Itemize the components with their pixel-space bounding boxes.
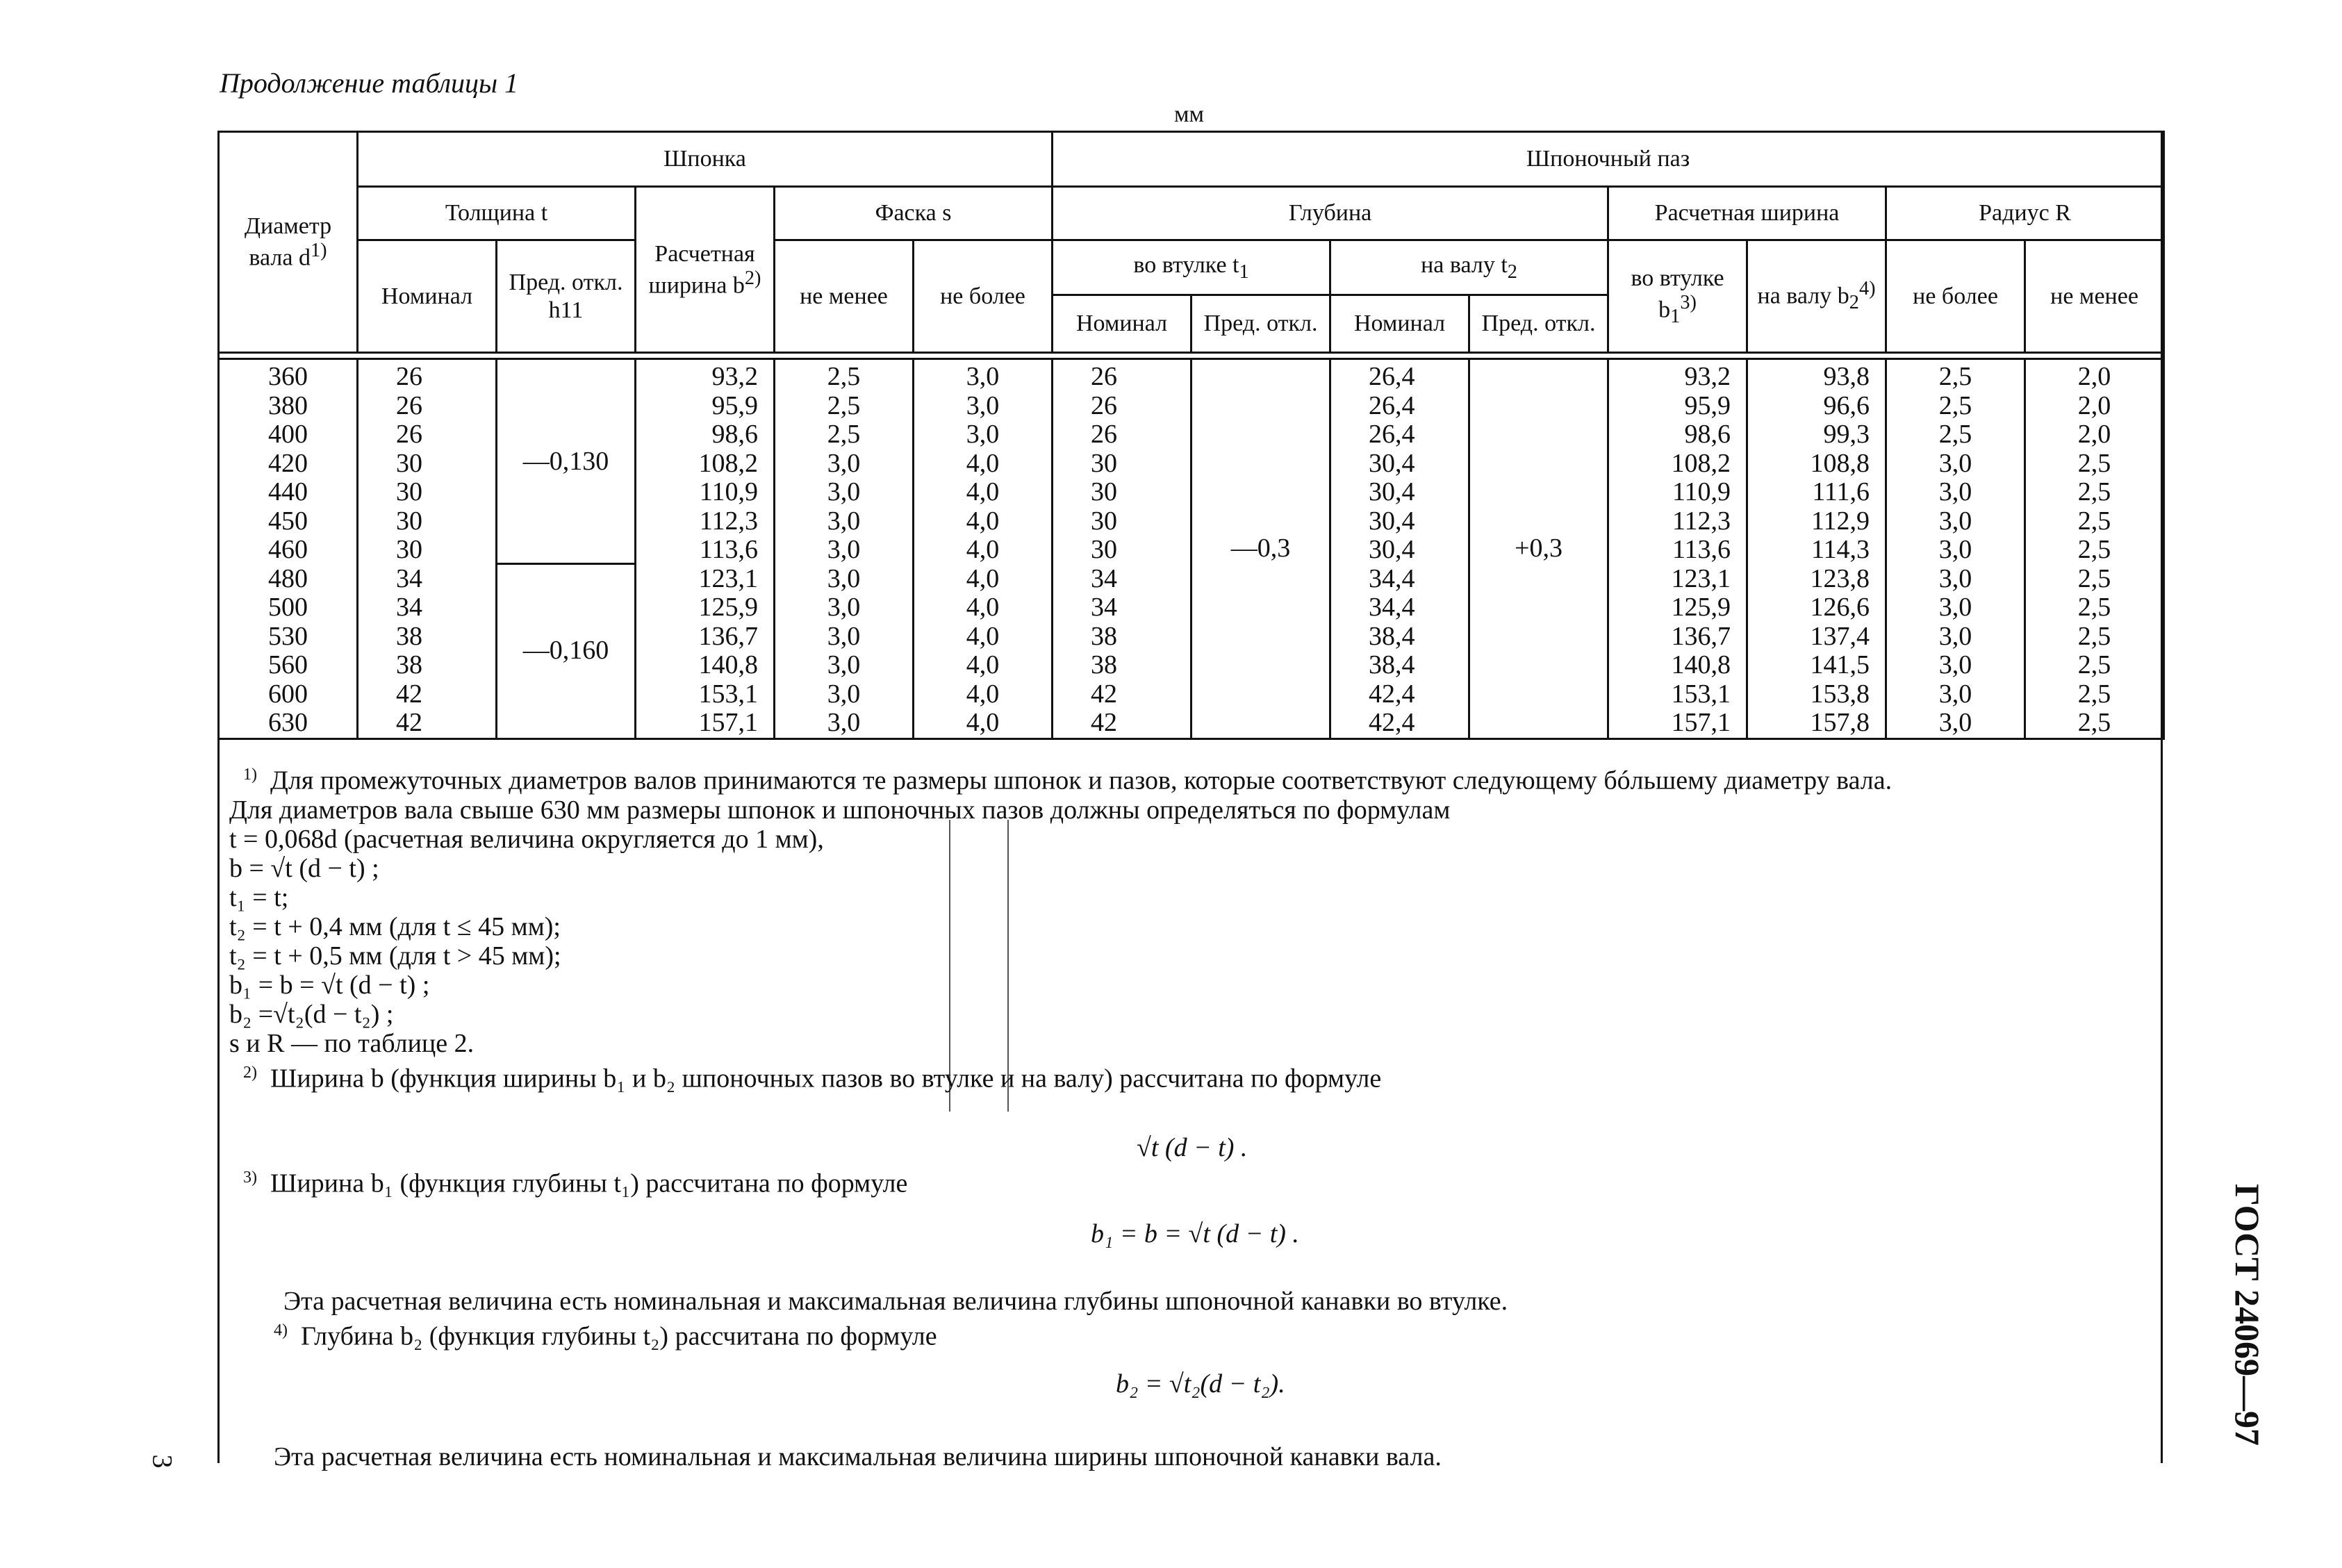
t-tol-2: —0,160 <box>522 636 609 665</box>
table-cell: 34 <box>1091 593 1118 622</box>
table-cell: 420 <box>268 448 308 478</box>
table-cell: 560 <box>268 650 308 679</box>
table-cell: 153,1 <box>698 679 758 709</box>
table-cell: 2,5 <box>1938 420 1972 449</box>
table-cell: 126,6 <box>1810 593 1870 622</box>
t1-tol: —0,3 <box>1230 533 1291 563</box>
table-cell: 42 <box>396 708 422 737</box>
table-cell: 34 <box>1091 563 1118 593</box>
table-cell: 42 <box>1091 708 1118 737</box>
table-cell: 4,0 <box>966 563 1000 593</box>
table-cell: 42,4 <box>1369 679 1415 709</box>
table-cell: 2,0 <box>2077 362 2111 391</box>
table-cell: 600 <box>268 679 308 709</box>
header-thickness: Толщина t <box>358 187 636 240</box>
table-cell: 4,0 <box>966 708 1000 737</box>
table-cell: 112,9 <box>1811 506 1870 536</box>
header-t-nominal: Номинал <box>358 240 497 353</box>
table-cell: 26 <box>1091 362 1118 391</box>
note-3-text-block <box>229 1287 2147 1351</box>
table-cell: 26,4 <box>1369 362 1415 391</box>
table-cell: 3,0 <box>1938 477 1972 506</box>
table-cell: 2,5 <box>2077 593 2111 622</box>
table-cell: 500 <box>268 593 308 622</box>
note-1b: Для диаметров вала свыше 630 мм размеры шпонок и шпоночных пазов должны определяться по формулам <box>229 795 1451 825</box>
header-diameter: Диаметр вала $d^{1)}$ <box>219 132 358 353</box>
table-cell: 108,8 <box>1810 448 1870 478</box>
t-tol-1: —0,130 <box>497 360 634 565</box>
table-cell: 108,2 <box>1671 448 1731 478</box>
table-cell: 26 <box>396 390 422 420</box>
table-cell: 34 <box>396 563 422 593</box>
table-cell: 3,0 <box>827 593 861 622</box>
standard-id: ГОСТ 24069—97 <box>2228 1184 2267 1446</box>
table-cell: 123,8 <box>1810 563 1870 593</box>
table-cell: 30,4 <box>1369 448 1415 478</box>
formula-b: b = √t (d − t) ; <box>229 853 379 883</box>
table-cell: 125,9 <box>1671 593 1731 622</box>
table-cell: 3,0 <box>1938 650 1972 679</box>
table-cell: 38 <box>1091 650 1118 679</box>
table-cell: 3,0 <box>966 420 1000 449</box>
table-cell: 450 <box>268 506 308 536</box>
table-cell: 4,0 <box>966 477 1000 506</box>
table-cell: 93,2 <box>711 362 758 391</box>
table-cell: 2,5 <box>2077 650 2111 679</box>
table-cell: 157,8 <box>1810 708 1870 737</box>
table-cell: 26 <box>1091 390 1118 420</box>
table-cell: 99,3 <box>1823 420 1870 449</box>
note-4: $^{4)}$ Глубина b₂ (функция глубины t₂) рассчитана по формуле <box>274 1321 937 1351</box>
table-cell: 480 <box>268 563 308 593</box>
table-cell: 3,0 <box>966 362 1000 391</box>
table-cell: 30 <box>396 535 422 564</box>
table-cell: 98,6 <box>711 420 758 449</box>
table-cell: 3,0 <box>1938 621 1972 651</box>
table-cell: 114,3 <box>1811 535 1870 564</box>
table-cell: 34,4 <box>1369 593 1415 622</box>
table-cell: 4,0 <box>966 535 1000 564</box>
table-cell: 3,0 <box>1938 593 1972 622</box>
formula-t: t = 0,068d (расчетная величина округляется до 1 мм), <box>229 824 824 854</box>
table-cell: 153,8 <box>1810 679 1870 709</box>
table-cell: 2,5 <box>2077 506 2111 536</box>
table-cell: 95,9 <box>1684 390 1731 420</box>
header-r-max: не более <box>1886 240 2025 353</box>
page-number: 3 <box>147 1454 179 1469</box>
table-cell: 2,5 <box>2077 535 2111 564</box>
table-cell: 2,5 <box>2077 708 2111 737</box>
table-cell: 140,8 <box>1671 650 1731 679</box>
table-cell: 113,6 <box>1672 535 1731 564</box>
note-3-block <box>229 1163 2147 1198</box>
table-cell: 30 <box>1091 477 1118 506</box>
table-cell: 2,5 <box>827 362 861 391</box>
table-cell: 111,6 <box>1812 477 1870 506</box>
header-calc-width: Расчетная ширина $b^{2)}$ <box>636 187 775 353</box>
table-cell: 2,5 <box>2077 679 2111 709</box>
table-cell: 2,5 <box>2077 477 2111 506</box>
table-cell: 30,4 <box>1369 506 1415 536</box>
header-calc-width-slot: Расчетная ширина <box>1608 187 1886 240</box>
table-cell: 26 <box>396 420 422 449</box>
table-cell: 3,0 <box>1938 708 1972 737</box>
table-cell: 3,0 <box>827 650 861 679</box>
table-cell: 2,5 <box>2077 621 2111 651</box>
table-cell: 2,5 <box>1938 362 1972 391</box>
table-cell: 93,8 <box>1823 362 1870 391</box>
table-cell: 30 <box>396 448 422 478</box>
header-b2: на валу $b_2^{4)}$ <box>1747 240 1886 353</box>
header-depth: Глубина <box>1053 187 1608 240</box>
header-on-shaft: на валу $t_2$ <box>1330 240 1608 295</box>
table-cell: 34 <box>396 593 422 622</box>
table-cell: 3,0 <box>1938 506 1972 536</box>
table-cell: 93,2 <box>1684 362 1731 391</box>
table-cell: 3,0 <box>1938 563 1972 593</box>
header-t1-tol: Пред. откл. <box>1191 295 1330 353</box>
table-cell: 30,4 <box>1369 535 1415 564</box>
table-cell: 530 <box>268 621 308 651</box>
table-cell: 360 <box>268 362 308 391</box>
formula-t2a: t₂ = t + 0,4 мм (для t ≤ 45 мм); <box>229 911 561 941</box>
header-radius: Радиус R <box>1886 187 2164 240</box>
table-cell: 30 <box>1091 535 1118 564</box>
table-cell: 34,4 <box>1369 563 1415 593</box>
header-t2-tol: Пред. откл. <box>1469 295 1608 353</box>
table-cell: 38 <box>1091 621 1118 651</box>
table-cell: 3,0 <box>1938 679 1972 709</box>
header-t-tol: Пред. откл. h11 <box>497 240 636 353</box>
header-r-min: не менее <box>2025 240 2164 353</box>
table-cell: 2,0 <box>2077 420 2111 449</box>
table-cell: 3,0 <box>1938 448 1972 478</box>
formula-t1: t₁ = t; <box>229 882 289 912</box>
table-cell: 137,4 <box>1810 621 1870 651</box>
table-cell: 113,6 <box>699 535 758 564</box>
table-cell: 98,6 <box>1684 420 1731 449</box>
header-key: Шпонка <box>358 132 1053 187</box>
formula-s-r: s и R — по таблице 2. <box>229 1028 475 1058</box>
table-cell: 42 <box>396 679 422 709</box>
table-cell: 460 <box>268 535 308 564</box>
header-t1-nominal: Номинал <box>1053 295 1191 353</box>
table-cell: 110,9 <box>1672 477 1731 506</box>
table-cell: 3,0 <box>827 477 861 506</box>
header-s-max: не более <box>914 240 1053 353</box>
formula-b2: b₂ =√t₂(d − t₂) ; <box>229 999 394 1029</box>
table-cell: 26 <box>396 362 422 391</box>
table-cell: 4,0 <box>966 621 1000 651</box>
table-cell: 42,4 <box>1369 708 1415 737</box>
table-cell: 123,1 <box>1671 563 1731 593</box>
table-cell: 2,5 <box>827 420 861 449</box>
table-cell: 136,7 <box>1671 621 1731 651</box>
table-cell: 3,0 <box>827 535 861 564</box>
table-cell: 3,0 <box>827 563 861 593</box>
table-cell: 3,0 <box>966 390 1000 420</box>
table-cell: 4,0 <box>966 650 1000 679</box>
table-cell: 112,3 <box>699 506 758 536</box>
table-cell: 110,9 <box>699 477 758 506</box>
note-3-formula: b₁ = b = √t (d − t) . <box>1091 1219 1299 1248</box>
table-cell: 3,0 <box>827 448 861 478</box>
table-caption: Продолжение таблицы 1 <box>220 67 519 99</box>
table-cell: 4,0 <box>966 448 1000 478</box>
table-cell: 125,9 <box>698 593 758 622</box>
table-cell: 38,4 <box>1369 621 1415 651</box>
table-cell: 140,8 <box>698 650 758 679</box>
table-cell: 136,7 <box>698 621 758 651</box>
t2-tol: +0,3 <box>1515 533 1562 563</box>
table-cell: 96,6 <box>1823 390 1870 420</box>
table-cell: 141,5 <box>1810 650 1870 679</box>
note-3-text: Эта расчетная величина есть номинальная и максимальная величина глубины шпоночной канавки во втулке. <box>283 1287 1508 1316</box>
table-cell: 153,1 <box>1671 679 1731 709</box>
note-3: $^{3)}$ Ширина b₁ (функция глубины t₁) рассчитана по формуле <box>243 1169 908 1198</box>
table-cell: 4,0 <box>966 593 1000 622</box>
note-4-formula: b₂ = √t₂(d − t₂). <box>1116 1369 1285 1398</box>
table-cell: 3,0 <box>827 621 861 651</box>
note-4-text: Эта расчетная величина есть номинальная и максимальная величина ширины шпоночной канавки вала. <box>274 1442 1442 1471</box>
table-cell: 30 <box>1091 448 1118 478</box>
table-cell: 26 <box>1091 420 1118 449</box>
table-cell: 157,1 <box>1671 708 1731 737</box>
header-b1: во втулке $b_1^{3)}$ <box>1608 240 1747 353</box>
note-2: $^{2)}$ Ширина b (функция ширины b₁ и b₂ шпоночных пазов во втулке и на валу) рассчитана по формуле <box>243 1063 1382 1094</box>
table-cell: 38 <box>396 650 422 679</box>
header-slot: Шпоночный паз <box>1053 132 2164 187</box>
table-cell: 30 <box>396 506 422 536</box>
table-cell: 38 <box>396 621 422 651</box>
table-cell: 2,5 <box>827 390 861 420</box>
table-cell: 30 <box>396 477 422 506</box>
table-cell: 3,0 <box>827 679 861 709</box>
table-cell: 400 <box>268 420 308 449</box>
table-cell: 38,4 <box>1369 650 1415 679</box>
table-cell: 42 <box>1091 679 1118 709</box>
table-cell: 2,0 <box>2077 390 2111 420</box>
table-cell: 30,4 <box>1369 477 1415 506</box>
table-cell: 4,0 <box>966 506 1000 536</box>
table-cell: 30 <box>1091 506 1118 536</box>
table-cell: 2,5 <box>1938 390 1972 420</box>
table-cell: 123,1 <box>698 563 758 593</box>
table-cell: 157,1 <box>698 708 758 737</box>
table-cell: 3,0 <box>827 708 861 737</box>
table-cell: 112,3 <box>1672 506 1731 536</box>
table-cell: 3,0 <box>827 506 861 536</box>
table-cell: 2,5 <box>2077 448 2111 478</box>
header-in-hub: во втулке $t_1$ <box>1053 240 1330 295</box>
header-s-min: не менее <box>775 240 914 353</box>
header-chamfer: Фаска s <box>775 187 1053 240</box>
table-cell: 26,4 <box>1369 420 1415 449</box>
note-4-text-block <box>229 1442 2147 1471</box>
formula-b1: b₁ = b = √t (d − t) ; <box>229 970 430 1000</box>
header-t2-nominal: Номинал <box>1330 295 1469 353</box>
note-2-formula: √t (d − t) . <box>1137 1133 1248 1162</box>
table-cell: 630 <box>268 708 308 737</box>
footnotes <box>229 760 2147 1093</box>
table-cell: 4,0 <box>966 679 1000 709</box>
note-1: $^{1)}$ Для промежуточных диаметров валов принимаются те размеры шпонок и пазов, которые соответствуют следующему бóльшему диаметру вала. <box>243 766 1892 795</box>
table-cell: 26,4 <box>1369 390 1415 420</box>
table-cell: 3,0 <box>1938 535 1972 564</box>
unit-label: мм <box>1174 101 1205 127</box>
table-cell: 380 <box>268 390 308 420</box>
table-cell: 95,9 <box>711 390 758 420</box>
table-cell: 440 <box>268 477 308 506</box>
table-cell: 2,5 <box>2077 563 2111 593</box>
formula-t2b: t₂ = t + 0,5 мм (для t > 45 мм); <box>229 941 561 971</box>
table-cell: 108,2 <box>698 448 758 478</box>
